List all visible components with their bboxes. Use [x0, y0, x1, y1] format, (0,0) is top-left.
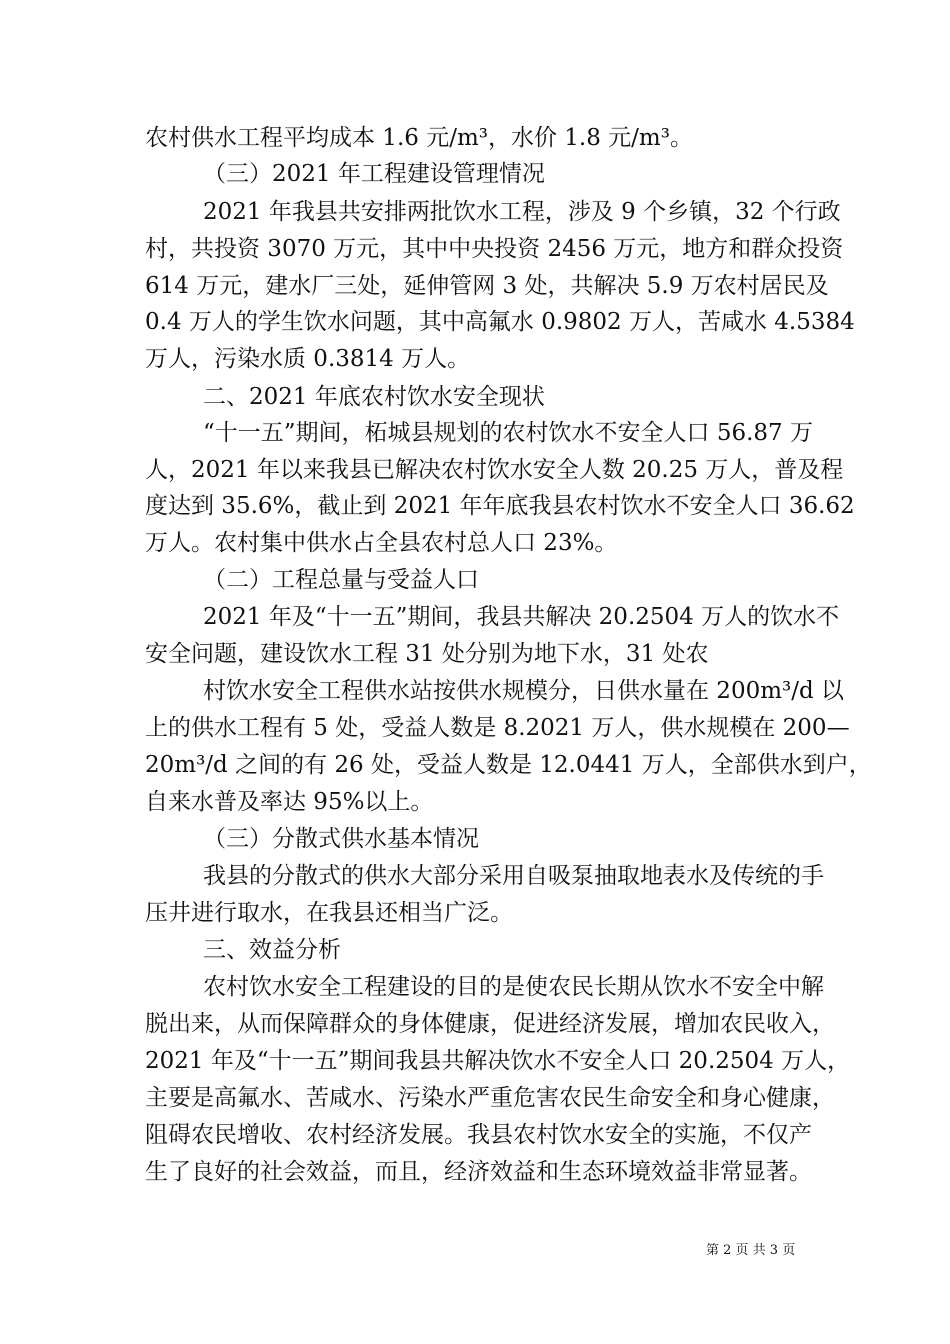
section-heading: 二、2021 年底农村饮水安全现状 — [203, 384, 545, 410]
text-line: 万人，污染水质 0.3814 万人。 — [145, 346, 471, 372]
text-line: 万人。农村集中供水占全县农村总人口 23%。 — [145, 530, 618, 556]
text-line: 2021 年及“十一五”期间，我县共解决 20.2504 万人的饮水不 — [203, 604, 840, 630]
text-line: 自来水普及率达 95%以上。 — [145, 789, 434, 815]
text-line: 20m³/d 之间的有 26 处，受益人数是 12.0441 万人，全部供水到户， — [145, 752, 872, 778]
text-line: 主要是高氟水、苦咸水、污染水严重危害农民生命安全和身心健康， — [145, 1085, 835, 1111]
text-line: 阻碍农民增收、农村经济发展。我县农村饮水安全的实施，不仅产 — [145, 1122, 812, 1148]
text-line: 脱出来，从而保障群众的身体健康，促进经济发展，增加农民收入， — [145, 1011, 835, 1037]
section-heading: （三）2021 年工程建设管理情况 — [203, 161, 545, 187]
text-line: 人，2021 年以来我县已解决农村饮水安全人数 20.25 万人，普及程 — [145, 457, 844, 483]
section-heading: （三）分散式供水基本情况 — [203, 826, 479, 852]
text-line: “十一五”期间，柘城县规划的农村饮水不安全人口 56.87 万 — [203, 420, 813, 446]
text-line: 我县的分散式的供水大部分采用自吸泵抽取地表水及传统的手 — [203, 863, 824, 889]
text-line: 生了良好的社会效益，而且，经济效益和生态环境效益非常显著。 — [145, 1159, 812, 1185]
text-line: 614 万元，建水厂三处，延伸管网 3 处，共解决 5.9 万农村居民及 — [145, 273, 829, 299]
text-line: 村饮水安全工程供水站按供水规模分，日供水量在 200m³/d 以 — [203, 678, 845, 704]
section-heading: 三、效益分析 — [203, 937, 341, 963]
section-heading: （二）工程总量与受益人口 — [203, 567, 479, 593]
page-number-footer: 第 2 页 共 3 页 — [706, 1243, 796, 1258]
text-line: 农村供水工程平均成本 1.6 元/m³，水价 1.8 元/m³。 — [145, 125, 693, 151]
text-line: 村，共投资 3070 万元，其中中央投资 2456 万元，地方和群众投资 — [145, 236, 844, 262]
text-line: 农村饮水安全工程建设的目的是使农民长期从饮水不安全中解 — [203, 974, 824, 1000]
text-line: 安全问题，建设饮水工程 31 处分别为地下水，31 处农 — [145, 641, 709, 667]
text-line: 2021 年及“十一五”期间我县共解决饮水不安全人口 20.2504 万人， — [145, 1048, 851, 1074]
text-line: 上的供水工程有 5 处，受益人数是 8.2021 万人，供水规模在 200— — [145, 715, 850, 741]
text-line: 度达到 35.6%，截止到 2021 年年底我县农村饮水不安全人口 36.62 — [145, 493, 855, 519]
text-line: 2021 年我县共安排两批饮水工程，涉及 9 个乡镇，32 个行政 — [203, 199, 841, 225]
text-line: 压井进行取水，在我县还相当广泛。 — [145, 900, 513, 926]
text-line: 0.4 万人的学生饮水问题，其中高氟水 0.9802 万人，苦咸水 4.5384 — [145, 309, 855, 335]
